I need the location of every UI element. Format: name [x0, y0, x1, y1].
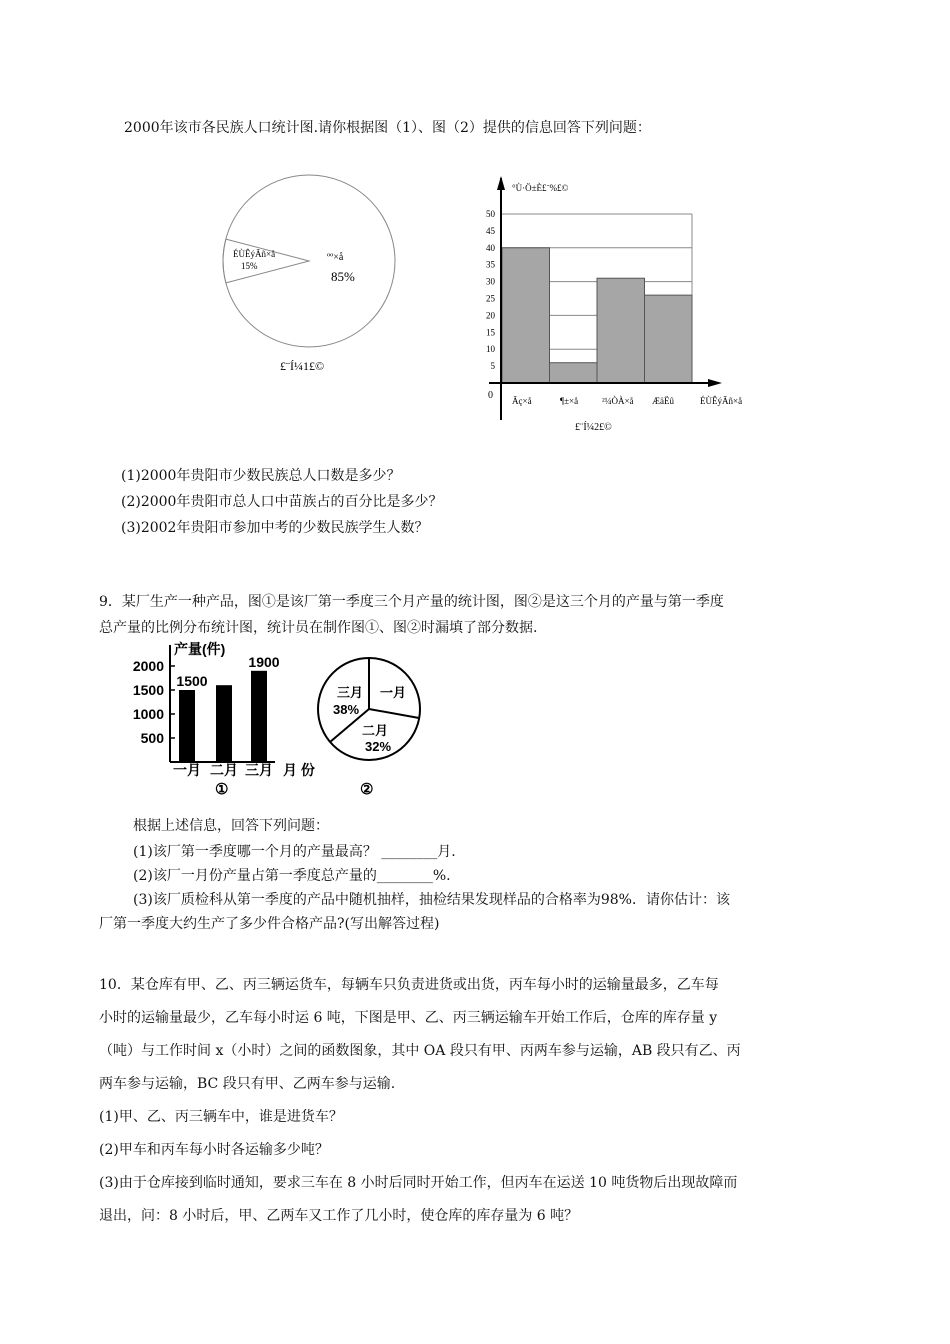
pie-value-minority: 15%: [241, 261, 258, 271]
q10-sub-3a: (3)由于仓库接到临时通知，要求三车在 8 小时后同时开始工作，但丙车在运送 10 吨货物后出现故障而: [99, 1175, 738, 1191]
q8-item-1: (1)2000年贵阳市少数民族总人口数是多少？: [121, 468, 401, 484]
fig3-category-label: 一月: [173, 762, 201, 778]
fig3-ytick-label: 2000: [132, 658, 164, 674]
fig3-ytick-label: 1500: [132, 682, 164, 698]
fig2-ytick-label: 40: [486, 242, 495, 253]
fig2-ytick-label: 45: [486, 225, 495, 236]
q10-line-4: 两车参与运输，BC 段只有甲、乙两车参与运输.: [99, 1076, 396, 1092]
fig2-origin-label: 0: [488, 390, 493, 401]
q9-sub-2: (2)该厂一月份产量占第一季度总产量的________%.: [133, 868, 451, 884]
figure-2-caption: £¨Í¼2£©: [575, 422, 612, 433]
fig3-ytick-label: 500: [140, 730, 164, 746]
fig2-category-label: ¶±×å: [560, 396, 579, 406]
fig2-ytick-label: 15: [486, 327, 495, 338]
fig3-value-label: 1900: [248, 653, 280, 670]
fig2-category-label: ÉÙÊýÃñ×å: [700, 396, 743, 406]
q10-sub-1: (1)甲、乙、丙三辆车中，谁是进货车？: [99, 1109, 343, 1125]
q9-line-1: 9．某厂生产一种产品，图①是该厂第一季度三个月产量的统计图，图②是这三个月的产量与第一季度: [99, 594, 724, 610]
fig4-value-mar: 38%: [333, 702, 360, 717]
q10-sub-3b: 退出，问：8 小时后，甲、乙两车又工作了几小时，使仓库的库存量为 6 吨？: [99, 1208, 579, 1224]
pie-label-han: ºº×å: [327, 252, 344, 263]
fig4-value-feb: 32%: [365, 739, 392, 754]
fig2-ytick-label: 10: [486, 344, 495, 355]
q9-sub-1: (1)该厂第一季度哪一个月的产量最高？ ________月.: [133, 844, 456, 860]
fig2-category-label: ÆäËû: [652, 396, 674, 406]
q9-sub-3b: 厂第一季度大约生产了多少件合格产品?(写出解答过程): [99, 916, 440, 932]
q8-item-3: (3)2002年贵阳市参加中考的少数民族学生人数？: [121, 520, 429, 536]
fig3-category-label: 三月: [245, 762, 273, 778]
fig3-category-label: 二月: [210, 762, 238, 778]
figure-3-caption: ①: [215, 781, 229, 798]
pie-label-minority: ÉÙÊýÃñ×å: [233, 249, 276, 259]
q10-sub-2: (2)甲车和丙车每小时各运输多少吨？: [99, 1142, 329, 1158]
fig4-label-jan: 一月: [380, 685, 407, 700]
pie-value-han: 85%: [331, 269, 355, 284]
q9-sub-3a: (3)该厂质检科从第一季度的产品中随机抽样，抽检结果发现样品的合格率为98%．请你估计：该: [133, 892, 730, 908]
q9-line-2: 总产量的比例分布统计图，统计员在制作图①、图②时漏填了部分数据.: [99, 620, 538, 636]
fig2-ytick-label: 50: [486, 209, 495, 219]
q10-line-1: 10．某仓库有甲、乙、丙三辆运货车，每辆车只负责进货或出货，丙车每小时的运输量最多，乙车每: [99, 977, 719, 993]
fig3-ytick-label: 1000: [132, 706, 164, 722]
fig3-y-label: 产量(件): [174, 641, 226, 657]
q8-item-2: (2)2000年贵阳市总人口中苗族占的百分比是多少？: [121, 494, 443, 510]
fig4-label-mar: 三月: [337, 685, 364, 700]
fig2-ytick-label: 30: [486, 276, 495, 287]
fig2-ytick-label: 20: [486, 310, 495, 321]
q10-line-3: （吨）与工作时间 x（小时）之间的函数图象，其中 OA 段只有甲、丙两车参与运输，AB 段只有乙、丙: [99, 1043, 741, 1059]
figure-1-caption: £¨Í¼1£©: [280, 359, 325, 373]
fig3-x-label: 月 份: [283, 762, 315, 778]
q9-prompt: 根据上述信息，回答下列问题：: [133, 818, 329, 834]
fig4-divider-right: [369, 709, 419, 718]
fig4-label-feb: 二月: [362, 723, 389, 738]
fig2-y-label: °Ù·Ö±È£¨%£©: [512, 183, 569, 193]
fig2-ytick-label: 25: [486, 293, 495, 304]
fig2-category-label: ²¼ÒÀ×å: [602, 396, 634, 406]
fig3-value-label: 1500: [176, 673, 208, 689]
fig2-category-label: Ãç×å: [512, 396, 532, 406]
fig2-ytick-label: 5: [490, 361, 495, 372]
figure-4-caption: ②: [360, 781, 374, 798]
fig2-ytick-label: 35: [486, 259, 495, 270]
intro-text: 2000年该市各民族人口统计图.请你根据图（1）、图（2）提供的信息回答下列问题：: [124, 120, 651, 136]
q10-line-2: 小时的运输量最少，乙车每小时运 6 吨，下图是甲、乙、丙三辆运输车开始工作后，仓库的库存量 y: [99, 1010, 718, 1026]
